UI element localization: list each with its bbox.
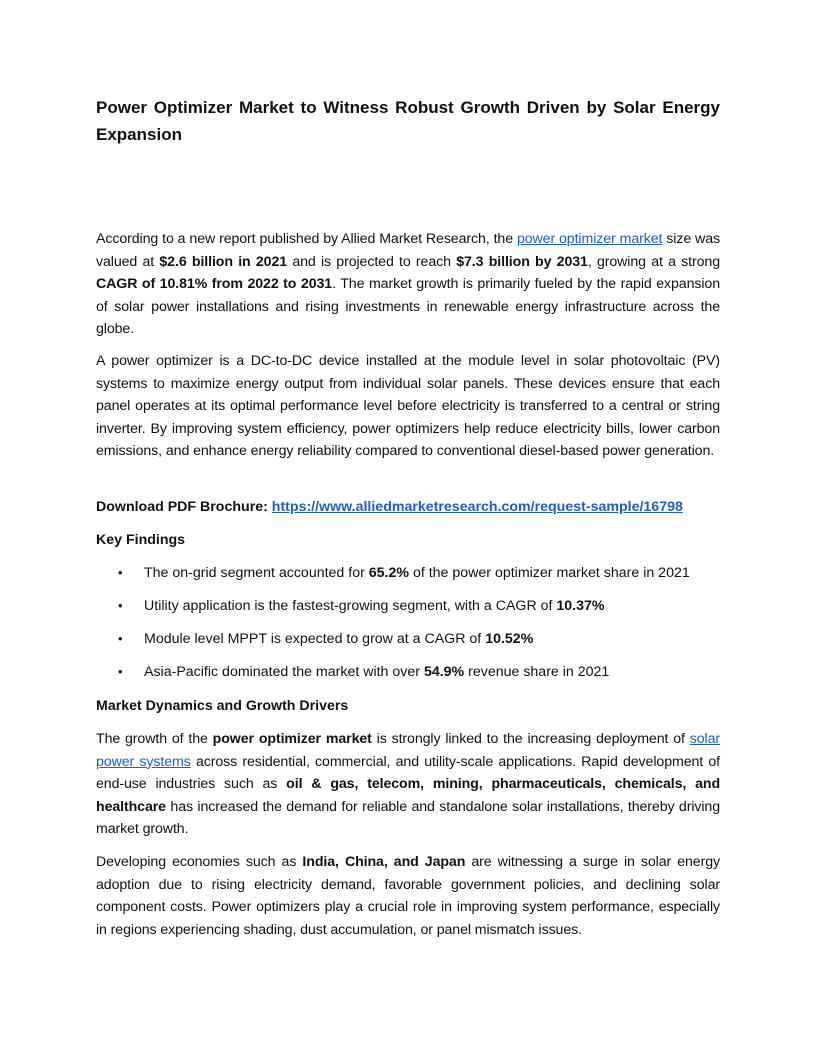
finding-text: of the power optimizer market share in 2021: [409, 565, 690, 581]
bullet-icon: •: [118, 565, 123, 580]
bold-text: India, China, and Japan: [302, 854, 466, 870]
market-dynamics-heading: Market Dynamics and Growth Drivers: [96, 698, 349, 714]
bold-text: power optimizer market: [212, 731, 372, 747]
intro-text: , growing at a strong: [587, 253, 720, 270]
power-optimizer-market-link[interactable]: power optimizer market: [516, 231, 663, 247]
bold-text: oil & gas, telecom, mining, pharmaceuticals, chemicals, and healthcare: [96, 776, 721, 815]
brochure-link[interactable]: https://www.alliedmarketresearch.com/request-sample/16798: [271, 499, 683, 515]
finding-text: Module level MPPT is expected to grow at a CAGR of: [144, 631, 486, 647]
intro-text: According to a new report published by Allied Market Research, the: [96, 231, 517, 247]
growth-paragraph: [96, 728, 720, 841]
document-title: Power Optimizer Market to Witness Robust Growth Driven by Solar Energy Expansion: [96, 98, 720, 144]
finding-item: [96, 595, 720, 628]
intro-text: . The market growth is primarily fueled by the rapid expansion of solar power installations and rising investments in renewable energy infrastructure across the globe.: [96, 276, 720, 337]
finding-text: revenue share in 2021: [464, 664, 610, 680]
paragraph-text: The growth of the: [96, 731, 213, 747]
paragraph-text: is strongly linked to the increasing deployment of: [371, 731, 690, 747]
economies-paragraph: [96, 851, 720, 941]
finding-value: 10.37%: [556, 598, 605, 614]
intro-paragraph: [96, 228, 720, 341]
paragraph-text: are witnessing a surge in solar energy adoption due to rising electricity demand, favorable government policies, and declining solar component costs. Power optimizers play a crucial role in improving system performance, especially in regions experiencing shading, dust accumulation, or panel mismatch issues.: [96, 854, 720, 938]
paragraph-text: has increased the demand for reliable and standalone solar installations, thereby driving market growth.: [96, 798, 720, 837]
intro-text: and is projected to reach: [287, 253, 457, 270]
key-findings-list: [96, 562, 720, 694]
paragraph-text: Developing economies such as: [96, 854, 303, 870]
finding-item: [96, 628, 720, 661]
finding-item: [96, 661, 720, 694]
solar-power-systems-link[interactable]: solar power systems: [96, 731, 720, 770]
bullet-icon: •: [118, 664, 123, 679]
intro-text: size was valued at: [96, 231, 720, 270]
finding-text: Utility application is the fastest-growing segment, with a CAGR of: [144, 598, 557, 614]
finding-value: 65.2%: [368, 565, 409, 581]
cagr-value: CAGR of 10.81% from 2022 to 2031: [96, 276, 333, 292]
definition-paragraph: A power optimizer is a DC-to-DC device installed at the module level in solar photovoltaic (PV) systems to maximize energy output from individual solar panels. These devices ensure that each panel operates at its optimal performance level before electricity is transferred to a central or string inverter. By improving system efficiency, power optimizers help reduce electricity bills, lower carbon emissions, and enhance energy reliability compared to conventional diesel-based power generation.: [96, 353, 720, 459]
key-findings-heading: Key Findings: [96, 532, 186, 548]
finding-item: [96, 562, 720, 595]
brochure-label: Download PDF Brochure:: [96, 499, 272, 515]
bullet-icon: •: [118, 598, 123, 613]
brochure-line: [96, 496, 720, 518]
finding-text: The on-grid segment accounted for: [144, 565, 369, 581]
market-value-2031: $7.3 billion by 2031: [456, 253, 588, 270]
paragraph-text: across residential, commercial, and utility-scale applications. Rapid development of end-use industries such as: [96, 753, 720, 792]
market-value-2021: $2.6 billion in 2021: [159, 253, 288, 270]
bullet-icon: •: [118, 631, 123, 646]
finding-text: Asia-Pacific dominated the market with over: [144, 664, 424, 680]
finding-value: 54.9%: [423, 664, 465, 680]
finding-value: 10.52%: [485, 631, 534, 647]
